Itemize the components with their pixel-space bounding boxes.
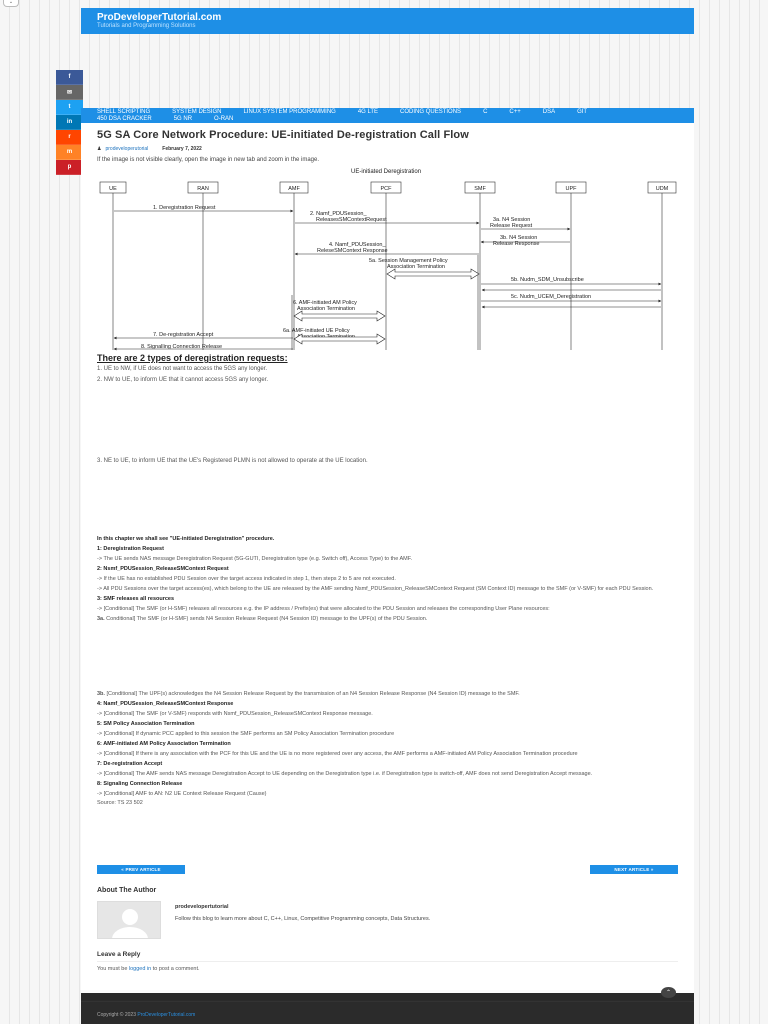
pinterest-share-button[interactable] — [56, 160, 83, 175]
svg-text:SMF: SMF — [474, 186, 486, 192]
msg-6-arrow — [294, 311, 385, 321]
steps-section — [97, 536, 678, 807]
nav-item-shell-scripting[interactable]: SHELL SCRIPTING — [97, 109, 151, 115]
facebook-icon: f — [68, 74, 71, 80]
msg-8: 8. Signalling Connection Release — [141, 344, 223, 350]
post-date: February 7, 2022 — [162, 146, 202, 152]
reply-title: Leave a Reply — [97, 951, 141, 958]
msg-5a-line1: 5a. Session Management Policy — [369, 258, 448, 264]
mix-share-button[interactable] — [56, 145, 83, 160]
step-2-text-2: -> All PDU Sessions over the target access(es), which belong to the UE are released by the AMF sending Nsmf_PDUSession_ReleaseSMContext Request (SM Context ID) message to the SMF (or V-SMF) for each PDU Session. — [97, 586, 654, 592]
types-heading: There are 2 types of deregistration requests: — [97, 353, 288, 363]
user-icon: ♟ — [97, 146, 102, 152]
nav-item-system-design[interactable]: SYSTEM DESIGN — [172, 109, 222, 115]
msg-7: 7. De-registration Accept — [153, 332, 214, 338]
nav-item-linux-system-programming[interactable]: LINUX SYSTEM PROGRAMMING — [243, 109, 336, 115]
about-title: About The Author — [97, 887, 157, 894]
step-6-text: -> [Conditional] If there is any association with the PCF for this UE and the UE is no more registered over any access, the AMF performs a AMF-initiated AM Policy Association Termination procedure — [97, 751, 578, 757]
source-text: Source: TS 23 502 — [97, 800, 143, 806]
post-pagination — [97, 865, 678, 874]
type-item-1: 1. UE to NW, if UE does not want to access the 5GS any longer. — [97, 366, 268, 372]
chevron-down-icon: ⌄ — [8, 0, 14, 5]
entity-ran — [188, 182, 218, 193]
step-5-text: -> [Conditional] If dynamic PCC applied to this session the SMF performs an SM Policy Association Termination procedure — [97, 731, 395, 737]
msg-6-line1: 6. AMF-initiated AM Policy — [293, 300, 357, 306]
svg-text:RAN: RAN — [197, 186, 209, 192]
reply-text: You must be logged in to post a comment. — [97, 966, 200, 972]
nav-item-coding-questions[interactable]: CODING QUESTIONS — [400, 109, 462, 115]
lifelines — [113, 193, 662, 350]
step-2-heading: 2: Nsmf_PDUSession_ReleaseSMContext Request — [97, 566, 229, 572]
site-footer — [81, 990, 694, 1024]
step-8-heading: 8: Signaling Connection Release — [97, 781, 183, 787]
scroll-to-top-button[interactable] — [661, 987, 676, 998]
author-bio: Follow this blog to learn more about C, C++, Linux, Competitive Programming concepts, Data Structures. — [175, 916, 431, 922]
svg-text:AMF: AMF — [288, 186, 300, 192]
steps-intro: In this chapter we shall see "UE-initiated Deregistration" procedure. — [97, 536, 275, 542]
email-icon: ✉ — [66, 89, 73, 96]
step-7-heading: 7: De-registration Accept — [97, 761, 163, 767]
nav-item-c[interactable]: C — [483, 109, 488, 115]
svg-text:PCF: PCF — [380, 186, 392, 192]
step-3-heading: 3: SMF releases all resources — [97, 596, 175, 602]
entity-upf — [556, 182, 586, 193]
entity-pcf — [371, 182, 401, 193]
svg-text:UDM: UDM — [655, 186, 669, 192]
post-author[interactable]: prodeveloperutorial — [105, 146, 149, 152]
msg-3b-line1: 3b. N4 Session — [500, 235, 538, 241]
post-intro: If the image is not visible clearly, open the image in new tab and zoom in the image. — [97, 157, 320, 163]
svg-text:UPF: UPF — [565, 186, 577, 192]
msg-6-line2: Association Termination — [297, 306, 355, 312]
linkedin-icon: in — [66, 119, 73, 125]
step-3-text: -> [Conditional] The SMF (or H-SMF) releases all resources e.g. the IP address / Prefix(es) that were allocated to the PDU Session and releases the corresponding User Plane resources: — [97, 606, 550, 612]
msg-1: 1. Deregistration Request — [153, 205, 216, 211]
msg-5b: 5b. Nudm_SDM_Unsubscribe — [511, 277, 584, 283]
twitter-icon: t — [68, 104, 71, 110]
msg-3b-line2: Release Response — [493, 241, 540, 247]
nav-item-dsa[interactable]: DSA — [542, 109, 556, 115]
entity-amf — [280, 182, 308, 193]
facebook-share-button[interactable] — [56, 70, 83, 85]
entity-smf — [465, 182, 495, 193]
step-2-text-1: -> If the UE has no established PDU Session over the target access indicated in step 1, then steps 2 to 5 are not executed. — [97, 576, 396, 582]
msg-2-line1: 2. Namf_PDUSession_ — [310, 211, 367, 217]
step-4-text: -> [Conditional] The SMF (or V-SMF) responds with Nsmf_PDUSession_ReleaseSMContext Response message. — [97, 711, 373, 717]
site-tagline: Tutorials and Programming Solutions — [97, 23, 196, 29]
main-nav — [81, 108, 694, 123]
social-share-bar — [56, 70, 83, 175]
msg-5c: 5c. Nudm_UCEM_Deregistration — [511, 294, 592, 300]
step-3b-text: 3b. [Conditional] The UPF(s) acknowledges the N4 Session Release Request by the transmission of an N4 Session Release Response (N4 Session ID) message to the SMF. — [97, 691, 520, 697]
msg-2-line2: ReleasesSMContextRequest — [316, 217, 387, 223]
msg-5a-line2: Association Termination — [387, 264, 445, 270]
nav-item-450-dsa-cracker[interactable]: 450 DSA CRACKER — [97, 115, 152, 122]
step-1-text: -> The UE sends NAS message Deregistration Request (5G-GUTI, Deregistration type (e.g. Switch off), Access Type) to the AMF. — [97, 556, 413, 562]
site-title[interactable]: ProDeveloperTutorial.com — [97, 12, 222, 23]
nav-item-c-[interactable]: C++ — [509, 109, 521, 115]
entity-udm — [648, 182, 676, 193]
nav-item-4g-lte[interactable]: 4G LTE — [357, 109, 379, 115]
copyright: Copyright © 2023 ProDeveloperTutorial.com — [97, 1012, 196, 1018]
step-8-text: -> [Conditional] AMF to AN: N2 UE Context Release Request (Cause) — [97, 791, 267, 797]
login-link[interactable]: logged in — [128, 966, 152, 972]
reply-divider — [97, 961, 678, 962]
step-4-heading: 4: Namf_PDUSession_ReleaseSMContext Response — [97, 701, 234, 707]
post-meta — [97, 146, 678, 152]
type-item-2: 2. NW to UE, to inform UE that it cannot access 5GS any longer. — [97, 377, 269, 383]
avatar — [97, 901, 161, 939]
prev-article-button[interactable]: « PREV ARTICLE — [97, 865, 185, 874]
entity-ue — [100, 182, 126, 193]
msg-3a-line2: Release Request — [490, 223, 533, 229]
call-flow-diagram — [97, 165, 678, 351]
nav-item-git[interactable]: GIT — [577, 109, 588, 115]
nav-item-o-ran[interactable]: O-RAN — [214, 115, 234, 122]
msg-4-line1: 4. Namf_PDUSession_ — [329, 242, 386, 248]
nav-item-5g-nr[interactable]: 5G NR — [173, 115, 193, 122]
step-1-heading: 1: Deregistration Request — [97, 546, 164, 552]
svg-text:UE: UE — [109, 186, 117, 192]
msg-4-line2: ReleseSMContext Response — [317, 248, 388, 254]
author-box — [97, 901, 678, 953]
post-title: 5G SA Core Network Procedure: UE-initiated De-registration Call Flow — [97, 129, 469, 141]
footer-brand-link[interactable]: ProDeveloperTutorial.com — [137, 1012, 196, 1018]
email-share-button[interactable] — [56, 85, 83, 100]
arrow-up-icon: ⌃ — [665, 990, 672, 996]
step-6-heading: 6: AMF-initiated AM Policy Association Termination — [97, 741, 231, 747]
msg-3a-line1: 3a. N4 Session — [493, 217, 531, 223]
site-header — [81, 8, 694, 34]
linkedin-share-button[interactable] — [56, 115, 83, 130]
step-5-heading: 5: SM Policy Association Termination — [97, 721, 195, 727]
author-name: prodevelopertutorial — [175, 904, 229, 910]
type-item-3: 3. NE to UE, to inform UE that the UE's Registered PLMN is not allowed to operate at the UE location. — [97, 458, 368, 464]
next-article-button[interactable]: NEXT ARTICLE » — [590, 865, 678, 874]
msg-6a-line1: 6a. AMF-initiated UE Policy — [283, 328, 350, 334]
mix-icon: m — [66, 149, 73, 155]
diagram-title: UE-initiated Deregistration — [351, 169, 422, 175]
main-content — [81, 123, 694, 993]
toggle-button[interactable] — [3, 0, 19, 7]
msg-5a-arrow — [387, 269, 479, 279]
pinterest-icon: p — [67, 164, 72, 170]
reddit-share-button[interactable] — [56, 130, 83, 145]
step-3a-text: 3a. Conditional] The SMF (or H-SMF) sends N4 Session Release Request (N4 Session ID) message to the UPF(s) of the PDU Session. — [97, 616, 428, 622]
reddit-icon: r — [68, 134, 71, 140]
step-7-text: -> [Conditional] The AMF sends NAS message Deregistration Accept to UE depending on the Deregistration type i.e. if Deregistration type is switch-off, AMF does not send Deregistration Accept message. — [97, 771, 593, 777]
twitter-share-button[interactable] — [56, 100, 83, 115]
